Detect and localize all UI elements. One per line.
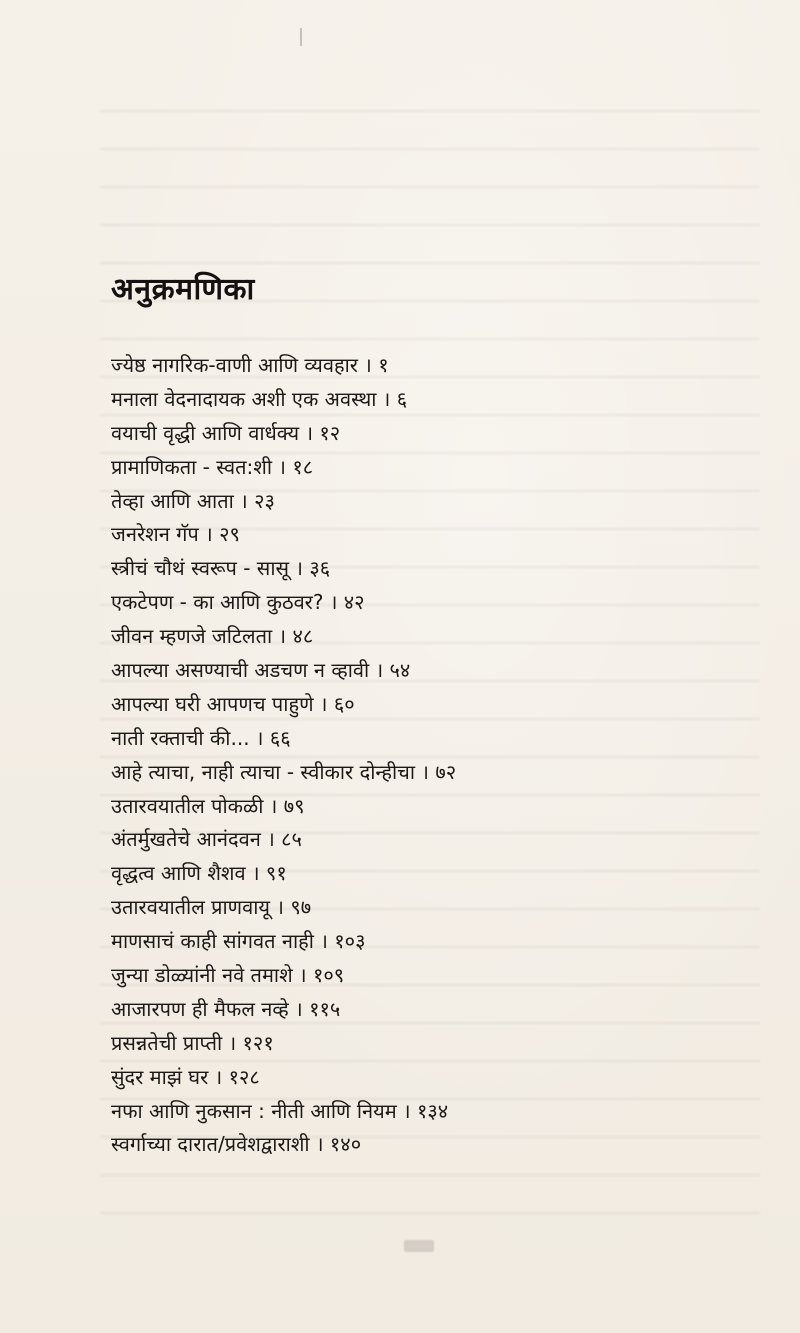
toc-entry: प्रामाणिकता - स्वत:शी । १८ — [111, 454, 314, 479]
toc-entry: नाती रक्ताची की... । ६६ — [111, 725, 291, 750]
toc-entry: एकटेपण - का आणि कुठवर? । ४२ — [111, 590, 365, 615]
toc-entry: जनरेशन गॅप । २९ — [111, 522, 240, 547]
toc-entry: सुंदर माझं घर । १२८ — [111, 1064, 260, 1089]
table-of-contents — [111, 349, 751, 1162]
toc-entry: वयाची वृद्धी आणि वार्धक्य । १२ — [111, 420, 341, 445]
toc-entry: स्वर्गाच्या दारात/प्रवेशद्वाराशी । १४० — [111, 1132, 362, 1157]
toc-entry: मनाला वेदनादायक अशी एक अवस्था । ६ — [111, 386, 408, 411]
toc-entry: आपल्या असण्याची अडचण न व्हावी । ५४ — [111, 658, 411, 683]
toc-entry: वृद्धत्व आणि शैशव । ९१ — [111, 861, 287, 886]
toc-entry: तेव्हा आणि आता । २३ — [111, 488, 275, 513]
toc-entry: माणसाचं काही सांगवत नाही । १०३ — [111, 929, 366, 954]
toc-entry: ज्येष्ठ नागरिक-वाणी आणि व्यवहार । १ — [111, 353, 389, 377]
toc-entry: अंतर्मुखतेचे आनंदवन । ८५ — [111, 827, 302, 852]
toc-entry: उतारवयातील पोकळी । ७९ — [111, 793, 305, 818]
page-title: अनुक्रमणिका — [111, 272, 255, 307]
toc-entry: उतारवयातील प्राणवायू । ९७ — [111, 895, 312, 920]
toc-entry: जीवन म्हणजे जटिलता । ४८ — [111, 624, 314, 649]
toc-entry: प्रसन्नतेची प्राप्ती । १२१ — [111, 1030, 274, 1055]
toc-entry: आजारपण ही मैफल नव्हे । ११५ — [111, 996, 341, 1021]
page-mark — [300, 28, 302, 46]
toc-entry: आपल्या घरी आपणच पाहुणे । ६० — [111, 691, 355, 716]
toc-entry: स्त्रीचं चौथं स्वरूप - सासू । ३६ — [111, 556, 331, 581]
toc-entry: आहे त्याचा, नाही त्याचा - स्वीकार दोन्हीचा । ७२ — [111, 759, 457, 784]
toc-entry: जुन्या डोळ्यांनी नवे तमाशे । १०९ — [111, 963, 345, 988]
page-number-mark — [404, 1240, 434, 1252]
toc-entry: नफा आणि नुकसान : नीती आणि नियम । १३४ — [111, 1098, 449, 1123]
